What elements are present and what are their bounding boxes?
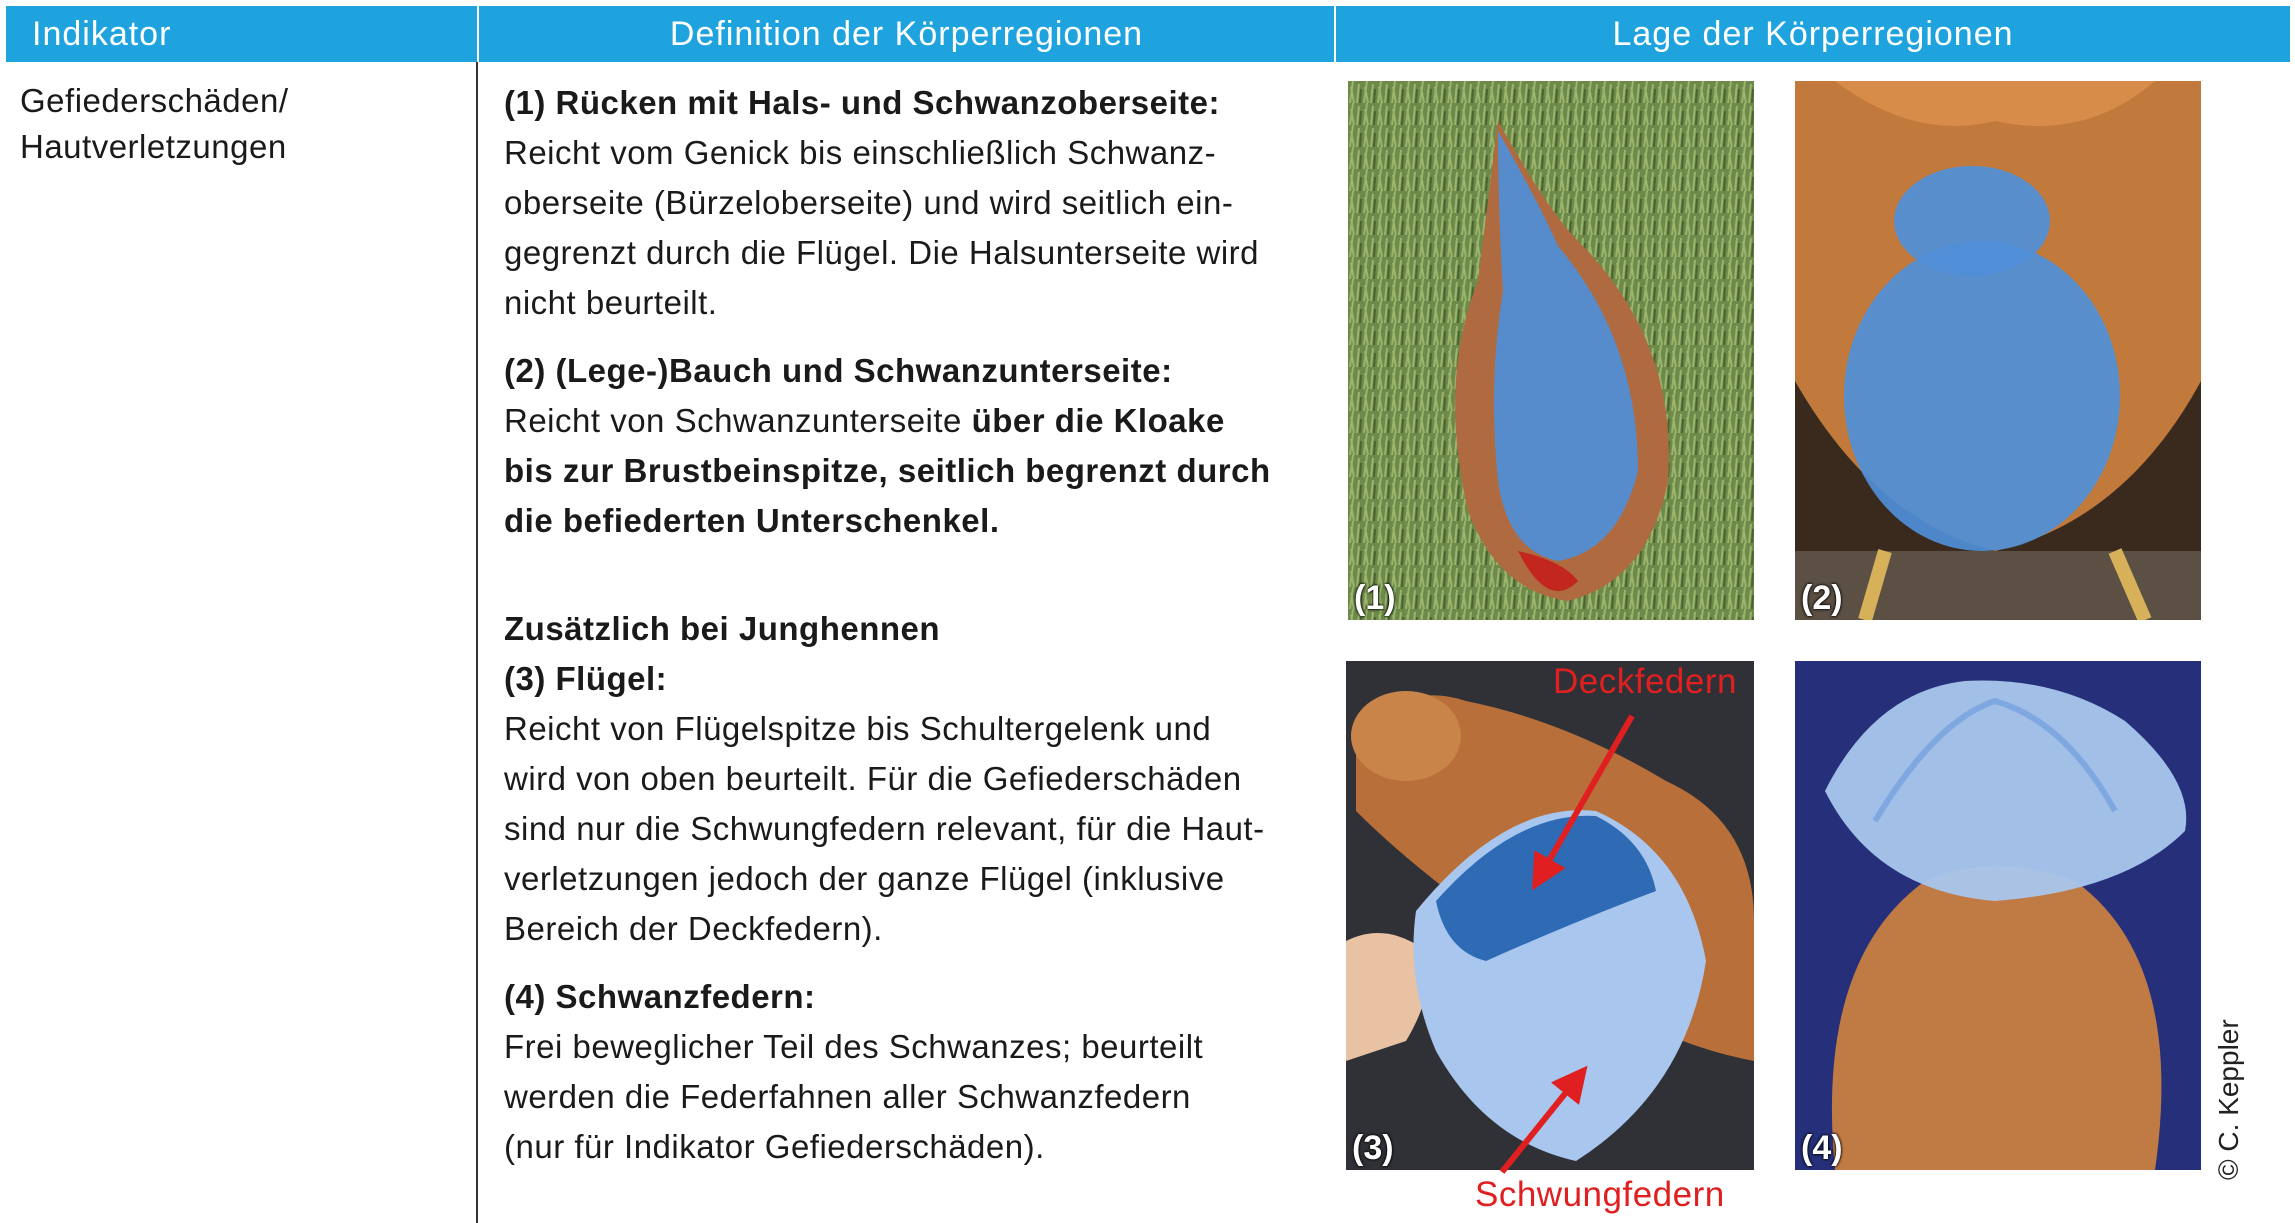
region-4-title: (4) Schwanzfedern: bbox=[504, 978, 816, 1015]
region-1-line: nicht beurteilt. bbox=[504, 284, 718, 321]
region-4-line: werden die Federfahnen aller Schwanzfedern bbox=[504, 1078, 1191, 1115]
photo-3-label: (3) bbox=[1352, 1129, 1394, 1167]
region-3-line: sind nur die Schwungfedern relevant, für die Haut- bbox=[504, 810, 1265, 847]
indicator-line-1: Gefiederschäden/ bbox=[20, 82, 289, 119]
region-2-line: bis zur Brustbeinspitze, seitlich begrenzt durch bbox=[504, 452, 1271, 489]
indicator-cell bbox=[20, 78, 289, 170]
region-3-line: wird von oben beurteilt. Für die Gefiederschäden bbox=[504, 760, 1242, 797]
photo-belly-region bbox=[1795, 81, 2201, 620]
photo-wing-region bbox=[1346, 661, 1754, 1170]
indicator-line-2: Hautverletzungen bbox=[20, 128, 287, 165]
region-3-line: Reicht von Flügelspitze bis Schultergelenk und bbox=[504, 710, 1212, 747]
region-2-line1-normal: Reicht von Schwanzunterseite bbox=[504, 402, 972, 439]
region-3-line: verletzungen jedoch der ganze Flügel (inklusive bbox=[504, 860, 1225, 897]
photo-4-label: (4) bbox=[1801, 1129, 1843, 1167]
definition-cell bbox=[504, 78, 1304, 1172]
photo-tail-region bbox=[1795, 661, 2201, 1170]
annotation-deckfedern: Deckfedern bbox=[1553, 662, 1737, 701]
photo-2-label: (2) bbox=[1801, 579, 1843, 617]
region-3-title: (3) Flügel: bbox=[504, 660, 668, 697]
region-2-line bbox=[504, 396, 1304, 446]
header-indikator: Indikator bbox=[6, 6, 479, 62]
region-4-line: Frei beweglicher Teil des Schwanzes; beurteilt bbox=[504, 1028, 1204, 1065]
annotation-schwungfedern: Schwungfedern bbox=[1475, 1175, 1725, 1214]
column-divider bbox=[476, 62, 478, 1223]
region-2-line1-bold: über die Kloake bbox=[971, 402, 1225, 439]
region-4-line: (nur für Indikator Gefiederschäden). bbox=[504, 1128, 1045, 1165]
region-1-line: Reicht vom Genick bis einschließlich Schwanz- bbox=[504, 134, 1217, 171]
region-1-line: gegrenzt durch die Flügel. Die Halsunterseite wird bbox=[504, 234, 1260, 271]
header-definition: Definition der Körperregionen bbox=[479, 6, 1336, 62]
region-2-line: die befiederten Unterschenkel. bbox=[504, 502, 1000, 539]
region-1-line: oberseite (Bürzeloberseite) und wird seitlich ein- bbox=[504, 184, 1234, 221]
photo-back-region bbox=[1348, 81, 1754, 620]
copyright-note: © C. Keppler bbox=[2213, 1019, 2244, 1180]
header-lage: Lage der Körperregionen bbox=[1612, 15, 2014, 53]
region-2-title: (2) (Lege-)Bauch und Schwanzunterseite: bbox=[504, 352, 1173, 389]
region-1-title: (1) Rücken mit Hals- und Schwanzoberseite: bbox=[504, 84, 1220, 121]
junghennen-heading: Zusätzlich bei Junghennen bbox=[504, 610, 941, 647]
region-3-line: Bereich der Deckfedern). bbox=[504, 910, 883, 947]
photo-1-label: (1) bbox=[1354, 579, 1396, 617]
table-header bbox=[6, 6, 2290, 62]
